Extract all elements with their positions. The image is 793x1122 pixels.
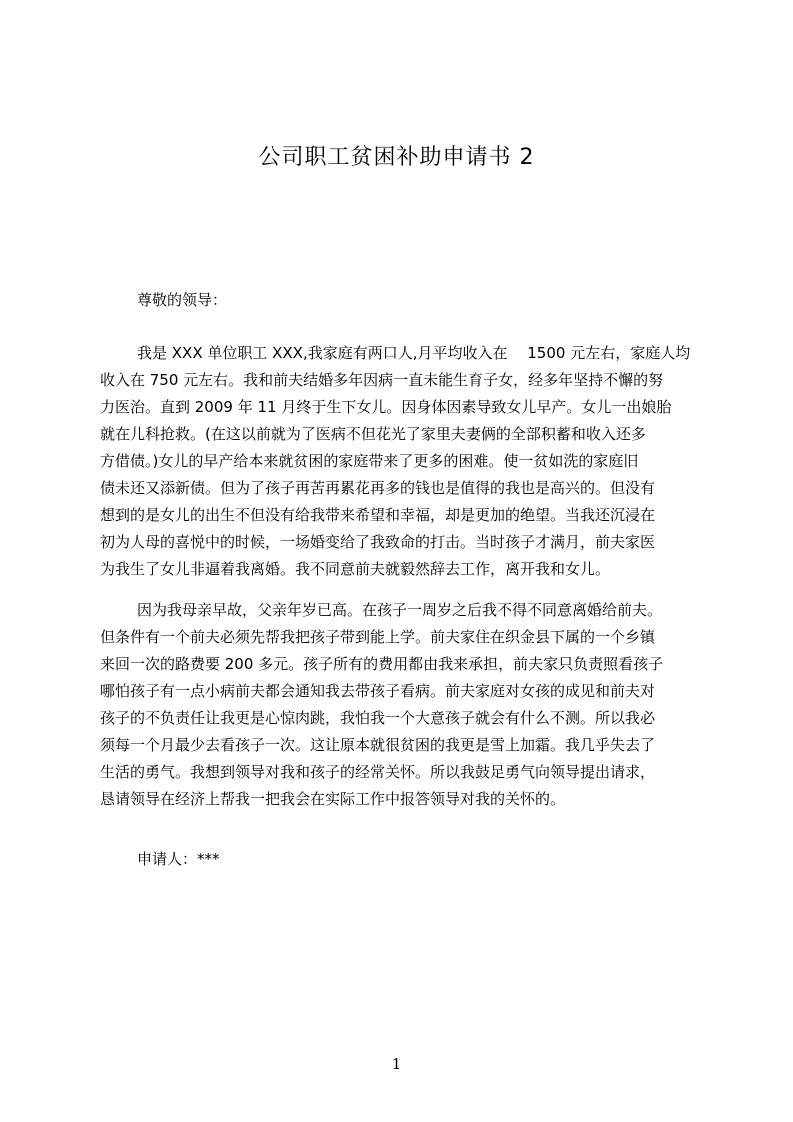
paragraph-line: 想到的是女儿的出生不但没有给我带来希望和幸福，却是更加的绝望。当我还沉浸在 — [100, 506, 656, 524]
paragraph-line: 为我生了女儿非逼着我离婚。我不同意前夫就毅然辞去工作，离开我和女儿。 — [100, 560, 611, 578]
paragraph-line: 孩子的不负责任让我更是心惊肉跳，我怕我一个大意孩子就会有什么不测。所以我必 — [100, 709, 656, 727]
paragraph-line: 生活的勇气。我想到领导对我和孩子的经常关怀。所以我鼓足勇气向领导提出请求， — [100, 763, 656, 781]
paragraph-line: 初为人母的喜悦中的时候，一场婚变给了我致命的打击。当时孩子才满月，前夫家医 — [100, 533, 656, 551]
paragraph-line: 因为我母亲早故，父亲年岁已高。在孩子一周岁之后我不得不同意离婚给前夫。 — [137, 601, 663, 619]
document-title: 公司职工贫困补助申请书 2 — [258, 145, 535, 170]
paragraph-line: 哪怕孩子有一点小病前夫都会通知我去带孩子看病。前夫家庭对女孩的成见和前夫对 — [100, 682, 656, 700]
paragraph-line: 就在儿科抢救。(在这以前就为了医病不但花光了家里夫妻俩的全部积蓄和收入还多 — [100, 425, 646, 443]
paragraph-line: 收入在 750 元左右。我和前夫结婚多年因病一直未能生育子女，经多年坚持不懈的努 — [100, 371, 664, 389]
paragraph-line: 力医治。直到 2009 年 11 月终于生下女儿。因身体因素导致女儿早产。女儿一出娘胎 — [100, 398, 672, 416]
applicant-signature: 申请人：*** — [137, 850, 220, 868]
paragraph-line: 我是 XXX 单位职工 XXX,我家庭有两口人,月平均收入在 1500 元左右，家庭人均 — [137, 344, 691, 362]
paragraph-line: 方借债。)女儿的早产给本来就贫困的家庭带来了更多的困难。使一贫如洗的家庭旧 — [100, 452, 639, 470]
paragraph-line: 须每一个月最少去看孩子一次。这让原本就很贫困的我更是雪上加霜。我几乎失去了 — [100, 736, 656, 754]
page-number: 1 — [391, 1055, 402, 1073]
salutation: 尊敬的领导： — [137, 291, 228, 309]
paragraph-line: 但条件有一个前夫必须先帮我把孩子带到能上学。前夫家住在织金县下属的一个乡镇 — [100, 628, 656, 646]
paragraph-line: 恳请领导在经济上帮我一把我会在实际工作中报答领导对我的关怀的。 — [100, 790, 566, 808]
paragraph-line: 来回一次的路费要 200 多元。孩子所有的费用都由我来承担，前夫家只负责照看孩子 — [100, 655, 664, 673]
body-paragraph-2 — [100, 597, 720, 813]
paragraph-line: 债未还又添新债。但为了孩子再苦再累花再多的钱也是值得的我也是高兴的。但没有 — [100, 479, 656, 497]
body-paragraph-1 — [100, 340, 720, 583]
